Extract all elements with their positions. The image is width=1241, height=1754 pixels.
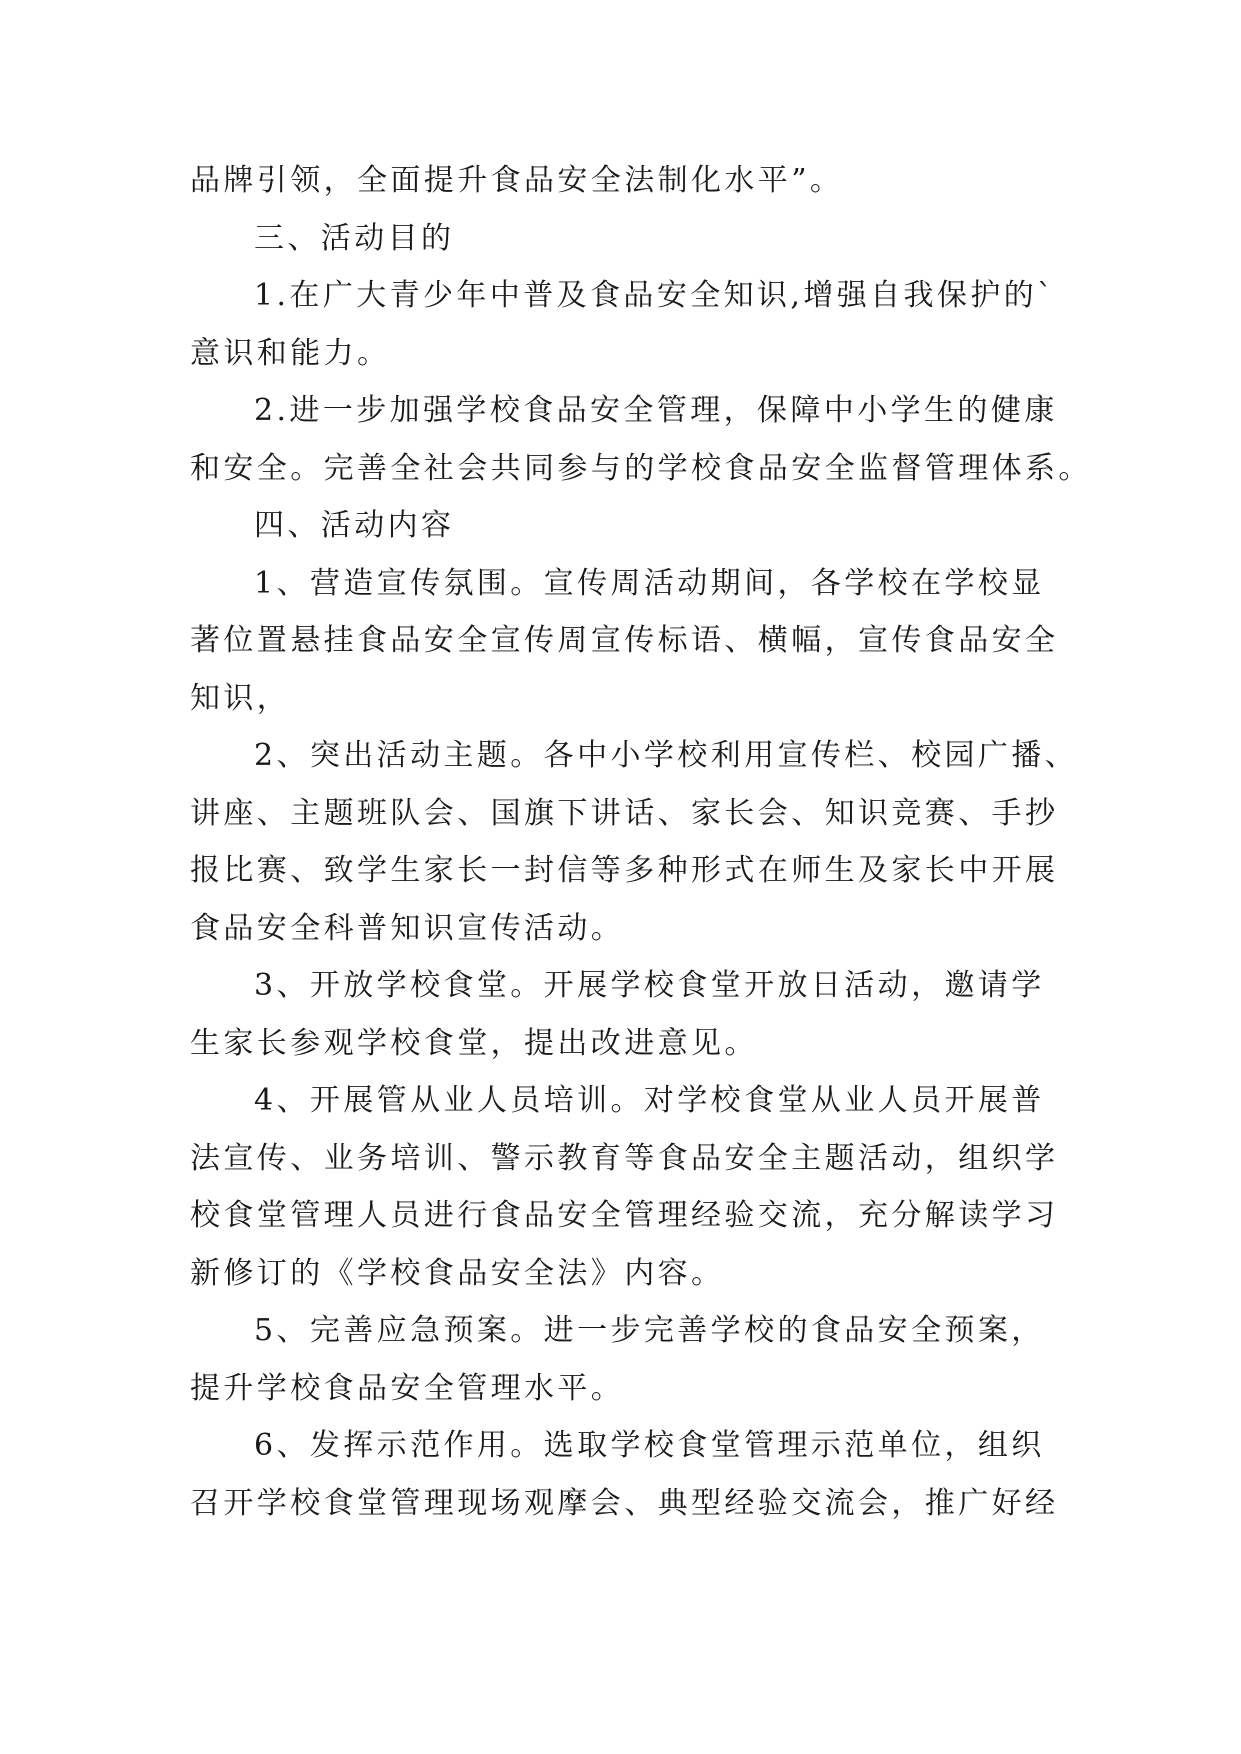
text-line: 4、开展管从业人员培训。对学校食堂从业人员开展普 — [254, 1083, 1045, 1118]
text-line: 讲座、主题班队会、国旗下讲话、家长会、知识竞赛、手抄 — [190, 795, 1059, 831]
text-line: 知识， — [190, 680, 291, 716]
section-heading-content — [190, 497, 1070, 555]
text-line: 著位置悬挂食品安全宣传周宣传标语、横幅，宣传食品安全 — [190, 623, 1059, 658]
paragraph-content-6 — [190, 1417, 1070, 1532]
text-line: 6、发挥示范作用。选取学校食堂管理示范单位，组织 — [254, 1428, 1045, 1463]
text-line: 2.进一步加强学校食品安全管理，保障中小学生的健康 — [254, 393, 1058, 428]
heading-text: 三、活动目的 — [254, 220, 455, 256]
section-heading-purpose — [190, 210, 1070, 268]
paragraph-content-1 — [190, 555, 1070, 728]
text-line: 品牌引领，全面提升食品安全法制化水平”。 — [190, 163, 844, 198]
text-line: 1.在广大青少年中普及食品安全知识,增强自我保护的` — [254, 278, 1056, 313]
text-line: 生家长参观学校食堂，提出改进意见。 — [190, 1025, 758, 1061]
document-page — [190, 152, 1092, 1532]
paragraph-content-4 — [190, 1072, 1070, 1302]
paragraph-continuation — [190, 152, 1070, 210]
text-line: 和安全。完善全社会共同参与的学校食品安全监督管理体系。 — [190, 450, 1092, 486]
paragraph-content-2 — [190, 727, 1079, 957]
text-line: 食品安全科普知识宣传活动。 — [190, 910, 625, 946]
text-line: 1、营造宣传氛围。宣传周活动期间，各学校在学校显 — [254, 565, 1045, 601]
text-line: 提升学校食品安全管理水平。 — [190, 1370, 625, 1406]
paragraph-purpose-1 — [190, 267, 1070, 382]
text-line: 2、突出活动主题。各中小学校利用宣传栏、校园广播、 — [254, 738, 1079, 773]
paragraph-content-3 — [190, 957, 1070, 1072]
text-line: 校食堂管理人员进行食品安全管理经验交流，充分解读学习 — [190, 1198, 1059, 1233]
text-line: 报比赛、致学生家长一封信等多种形式在师生及家长中开展 — [190, 853, 1059, 888]
text-line: 法宣传、业务培训、警示教育等食品安全主题活动，组织学 — [190, 1140, 1059, 1176]
text-line: 意识和能力。 — [190, 335, 391, 371]
text-line: 新修订的《学校食品安全法》内容。 — [190, 1255, 725, 1291]
paragraph-content-5 — [190, 1302, 1070, 1417]
heading-text: 四、活动内容 — [254, 508, 455, 543]
text-line: 3、开放学校食堂。开展学校食堂开放日活动，邀请学 — [254, 968, 1045, 1003]
text-line: 5、完善应急预案。进一步完善学校的食品安全预案， — [254, 1313, 1045, 1348]
text-line: 召开学校食堂管理现场观摩会、典型经验交流会，推广好经 — [190, 1485, 1059, 1521]
paragraph-purpose-2 — [190, 382, 1092, 497]
